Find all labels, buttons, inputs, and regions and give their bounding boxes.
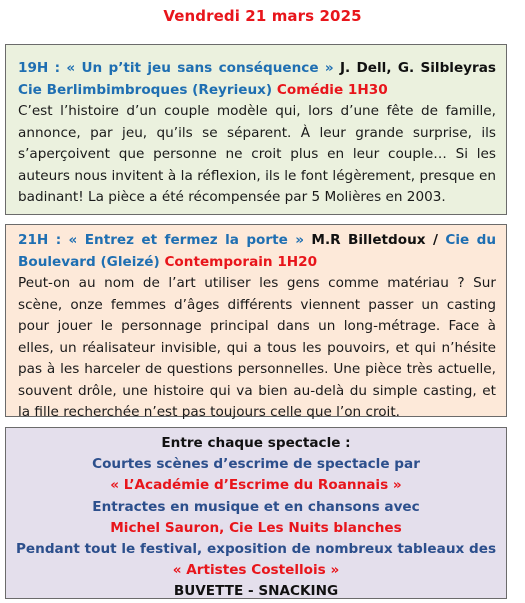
show-19h-authors: J. Dell, G. Silbleyras — [339, 60, 497, 76]
show-19h-header — [18, 58, 496, 101]
show-19h-box — [5, 44, 507, 215]
show-21h-title: « Entrez et fermez la porte » — [68, 232, 305, 248]
interlude-fencing-line: Courtes scènes d’escrime de spectacle par — [92, 456, 420, 473]
show-19h-title: « Un p’tit jeu sans conséquence » — [66, 60, 334, 76]
interlude-academy-name: « L’Académie d’Escrime du Roannais » — [110, 477, 402, 494]
show-19h-description: C’est l’histoire d’un couple modèle qui, lors d’une fête de famille, annonce, par jeu, qu’ils se séparent. À leur grande surprise, ils s’aperçoivent que personne ne croit plus en leur couple… Si les auteurs nous invitent à la réflexion, ils le font légèrement, presque en badinant! La pièce a été récompensée par 5 Molières en 2003. — [18, 103, 496, 205]
show-19h-genre: Comédie 1H30 — [276, 81, 388, 98]
interlude-exhibition-line: Pendant tout le festival, exposition de nombreux tableaux des — [15, 541, 497, 558]
show-21h-genre: Contemporain 1H20 — [164, 253, 318, 270]
show-21h-header — [18, 230, 496, 273]
show-19h-time: 19H : — [18, 60, 61, 76]
interlude-music-line: Entractes en musique et en chansons avec — [92, 498, 420, 515]
date-title: Vendredi 21 mars 2025 — [163, 7, 362, 25]
interlude-box — [5, 427, 507, 599]
show-21h-time: 21H : — [18, 232, 62, 248]
interlude-heading: Entre chaque spectacle : — [161, 435, 351, 451]
interlude-buvette: BUVETTE - SNACKING — [173, 583, 339, 600]
show-21h-company: Cie du Boulevard (Gleizé) — [18, 232, 497, 270]
interlude-music-company: Michel Sauron, Cie Les Nuits blanches — [110, 519, 402, 536]
show-21h-description: Peut-on au nom de l’art utiliser les gens comme matériau ? Sur scène, onze femmes d’âges différents viennent passer un casting pour jouer le personnage principal dans un long-métrage. Face à elles, un réalisateur invisible, qui a tous les pouvoirs, et qui n’hésite pas à les harceler de questions personnelles. Une pièce très actuelle, souvent drôle, une histoire qui va bien au-delà du simple casting, et la fille recherchée n’est pas toujours celle que l’on croit. — [18, 275, 496, 420]
interlude-artists-name: « Artistes Costellois » — [172, 562, 340, 579]
show-21h-authors: M.R Billetdoux / — [311, 232, 438, 248]
show-21h-box — [5, 224, 507, 420]
show-19h-company: Cie Berlimbimbroques (Reyrieux) — [18, 81, 273, 98]
